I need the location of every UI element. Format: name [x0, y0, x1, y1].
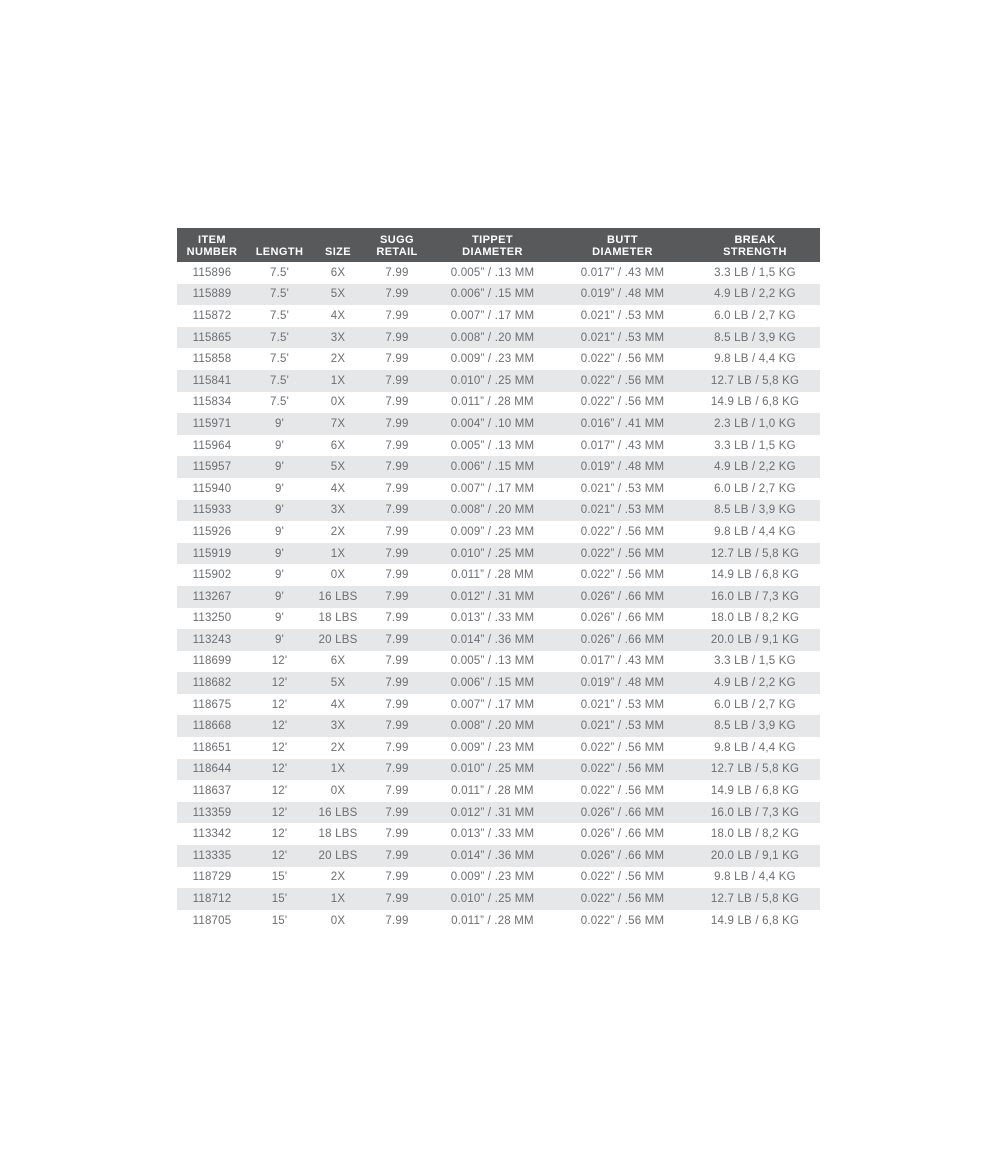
table-cell-size: 6X	[330, 266, 346, 279]
column-header-label: RETAIL	[376, 245, 418, 258]
table-row	[177, 370, 820, 392]
table-cell-break_strength: 18.0 LB / 8,2 KG	[710, 612, 800, 625]
table-row	[177, 780, 820, 802]
table-cell-item_number: 115964	[192, 439, 232, 452]
table-cell-tippet_diameter: 0.010” / .25 MM	[450, 547, 535, 560]
table-cell-tippet_diameter: 0.012” / .31 MM	[450, 806, 535, 819]
table-cell-item_number: 115896	[192, 266, 232, 279]
table-cell-butt_diameter: 0.022” / .56 MM	[580, 871, 665, 884]
table-cell-item_number: 113250	[192, 612, 232, 625]
table-cell-sugg_retail: 7.99	[385, 871, 409, 884]
table-cell-item_number: 113335	[192, 849, 232, 862]
table-cell-item_number: 118705	[192, 914, 232, 927]
table-cell-butt_diameter: 0.022” / .56 MM	[580, 741, 665, 754]
column-header-label: DIAMETER	[592, 245, 653, 258]
table-cell-sugg_retail: 7.99	[385, 288, 409, 301]
table-cell-sugg_retail: 7.99	[385, 893, 409, 906]
table-cell-break_strength: 16.0 LB / 7,3 KG	[710, 806, 800, 819]
table-cell-butt_diameter: 0.021” / .53 MM	[580, 331, 665, 344]
table-cell-length: 9'	[275, 525, 284, 538]
table-cell-size: 0X	[330, 396, 346, 409]
table-cell-length: 12'	[271, 763, 288, 776]
table-cell-item_number: 115858	[192, 353, 232, 366]
table-cell-tippet_diameter: 0.007” / .17 MM	[450, 309, 535, 322]
table-cell-length: 12'	[271, 828, 288, 841]
table-cell-tippet_diameter: 0.011” / .28 MM	[451, 914, 534, 927]
table-cell-tippet_diameter: 0.011” / .28 MM	[451, 785, 534, 798]
table-cell-break_strength: 14.9 LB / 6,8 KG	[710, 396, 800, 409]
table-cell-butt_diameter: 0.022” / .56 MM	[580, 353, 665, 366]
table-cell-item_number: 115933	[192, 504, 232, 517]
table-cell-sugg_retail: 7.99	[385, 763, 409, 776]
table-cell-item_number: 113359	[192, 806, 232, 819]
table-row	[177, 262, 820, 284]
table-cell-size: 2X	[330, 525, 346, 538]
table-cell-break_strength: 8.5 LB / 3,9 KG	[714, 720, 796, 733]
table-cell-break_strength: 8.5 LB / 3,9 KG	[714, 504, 796, 517]
table-cell-sugg_retail: 7.99	[385, 482, 409, 495]
table-cell-tippet_diameter: 0.009” / .23 MM	[450, 741, 535, 754]
table-cell-length: 9'	[275, 547, 284, 560]
table-cell-sugg_retail: 7.99	[385, 677, 409, 690]
product-spec-table	[177, 228, 820, 931]
table-cell-butt_diameter: 0.022” / .56 MM	[580, 525, 665, 538]
table-cell-length: 12'	[271, 698, 288, 711]
table-cell-break_strength: 12.7 LB / 5,8 KG	[710, 547, 800, 560]
table-row	[177, 694, 820, 716]
table-cell-size: 6X	[330, 439, 346, 452]
table-cell-break_strength: 20.0 LB / 9,1 KG	[710, 633, 800, 646]
table-cell-length: 9'	[275, 439, 284, 452]
table-row	[177, 759, 820, 781]
table-cell-sugg_retail: 7.99	[385, 569, 409, 582]
table-cell-butt_diameter: 0.021” / .53 MM	[580, 309, 665, 322]
table-row	[177, 867, 820, 889]
table-cell-length: 9'	[275, 569, 284, 582]
table-cell-length: 15'	[271, 893, 288, 906]
table-cell-tippet_diameter: 0.006” / .15 MM	[450, 288, 535, 301]
table-cell-item_number: 118644	[192, 763, 232, 776]
table-cell-tippet_diameter: 0.009” / .23 MM	[450, 871, 535, 884]
table-cell-size: 0X	[330, 569, 346, 582]
table-cell-sugg_retail: 7.99	[385, 914, 409, 927]
table-cell-size: 7X	[330, 417, 346, 430]
table-cell-length: 9'	[275, 504, 284, 517]
table-cell-tippet_diameter: 0.004” / .10 MM	[450, 417, 535, 430]
table-cell-break_strength: 18.0 LB / 8,2 KG	[710, 828, 800, 841]
column-header-label: STRENGTH	[723, 245, 787, 258]
table-row	[177, 521, 820, 543]
table-cell-break_strength: 4.9 LB / 2,2 KG	[714, 288, 796, 301]
table-cell-sugg_retail: 7.99	[385, 806, 409, 819]
table-cell-item_number: 115902	[192, 569, 232, 582]
table-cell-sugg_retail: 7.99	[385, 439, 409, 452]
table-cell-item_number: 118668	[192, 720, 232, 733]
table-cell-item_number: 118651	[192, 741, 232, 754]
table-cell-tippet_diameter: 0.007” / .17 MM	[450, 698, 535, 711]
table-cell-size: 2X	[330, 353, 346, 366]
table-cell-length: 12'	[271, 806, 288, 819]
table-cell-break_strength: 14.9 LB / 6,8 KG	[710, 569, 800, 582]
table-cell-butt_diameter: 0.021” / .53 MM	[580, 720, 665, 733]
table-cell-sugg_retail: 7.99	[385, 417, 409, 430]
table-row	[177, 715, 820, 737]
table-cell-break_strength: 3.3 LB / 1,5 KG	[714, 266, 796, 279]
table-cell-item_number: 115872	[192, 309, 232, 322]
table-cell-size: 18 LBS	[318, 828, 358, 841]
table-cell-tippet_diameter: 0.011” / .28 MM	[451, 396, 534, 409]
column-header-label: SIZE	[324, 245, 352, 258]
table-cell-sugg_retail: 7.99	[385, 849, 409, 862]
table-cell-size: 1X	[330, 547, 346, 560]
table-cell-butt_diameter: 0.017” / .43 MM	[580, 266, 665, 279]
table-row	[177, 888, 820, 910]
table-row	[177, 413, 820, 435]
table-cell-sugg_retail: 7.99	[385, 828, 409, 841]
table-cell-size: 18 LBS	[318, 612, 358, 625]
table-cell-size: 16 LBS	[318, 590, 358, 603]
table-cell-butt_diameter: 0.022” / .56 MM	[580, 396, 665, 409]
table-row	[177, 651, 820, 673]
table-cell-tippet_diameter: 0.013” / .33 MM	[450, 612, 535, 625]
table-cell-tippet_diameter: 0.011” / .28 MM	[451, 569, 534, 582]
table-cell-butt_diameter: 0.021” / .53 MM	[580, 482, 665, 495]
table-cell-sugg_retail: 7.99	[385, 331, 409, 344]
table-cell-tippet_diameter: 0.008” / .20 MM	[450, 331, 535, 344]
table-cell-butt_diameter: 0.022” / .56 MM	[580, 374, 665, 387]
table-cell-length: 7.5'	[270, 331, 289, 344]
table-cell-item_number: 118675	[192, 698, 232, 711]
table-cell-tippet_diameter: 0.013” / .33 MM	[450, 828, 535, 841]
header-row	[177, 228, 820, 262]
table-cell-length: 12'	[271, 741, 288, 754]
table-cell-size: 4X	[330, 698, 346, 711]
table-cell-size: 3X	[330, 331, 346, 344]
column-header-label: TIPPET	[472, 234, 513, 246]
table-cell-length: 9'	[275, 612, 284, 625]
table-cell-tippet_diameter: 0.012” / .31 MM	[450, 590, 535, 603]
table-cell-break_strength: 12.7 LB / 5,8 KG	[710, 763, 800, 776]
table-cell-butt_diameter: 0.026” / .66 MM	[580, 633, 665, 646]
table-cell-sugg_retail: 7.99	[385, 547, 409, 560]
table-cell-item_number: 115919	[192, 547, 232, 560]
table-cell-break_strength: 9.8 LB / 4,4 KG	[714, 353, 796, 366]
table-cell-length: 9'	[275, 590, 284, 603]
table-cell-break_strength: 9.8 LB / 4,4 KG	[714, 741, 796, 754]
table-cell-tippet_diameter: 0.008” / .20 MM	[450, 720, 535, 733]
column-header-butt_diameter	[555, 228, 690, 262]
table-cell-size: 0X	[330, 785, 346, 798]
table-cell-sugg_retail: 7.99	[385, 633, 409, 646]
table-cell-tippet_diameter: 0.010” / .25 MM	[450, 374, 535, 387]
table-cell-size: 1X	[330, 893, 346, 906]
table-cell-length: 15'	[271, 871, 288, 884]
table-cell-butt_diameter: 0.022” / .56 MM	[580, 547, 665, 560]
table-cell-item_number: 113243	[192, 633, 232, 646]
table-row	[177, 737, 820, 759]
table-row	[177, 500, 820, 522]
table-row	[177, 543, 820, 565]
column-header-size	[312, 228, 364, 262]
table-cell-size: 1X	[330, 763, 346, 776]
column-header-label: SUGG	[380, 234, 414, 246]
table-cell-break_strength: 3.3 LB / 1,5 KG	[714, 439, 796, 452]
table-cell-item_number: 113267	[192, 590, 232, 603]
table-cell-length: 9'	[275, 417, 284, 430]
table-cell-break_strength: 20.0 LB / 9,1 KG	[710, 849, 800, 862]
table-cell-item_number: 118699	[192, 655, 232, 668]
table-cell-item_number: 115940	[192, 482, 232, 495]
table-cell-break_strength: 12.7 LB / 5,8 KG	[710, 893, 800, 906]
table-cell-length: 12'	[271, 849, 288, 862]
table-cell-length: 12'	[271, 720, 288, 733]
table-cell-size: 2X	[330, 741, 346, 754]
table-cell-sugg_retail: 7.99	[385, 309, 409, 322]
table-row	[177, 435, 820, 457]
table-cell-tippet_diameter: 0.005” / .13 MM	[450, 655, 535, 668]
table-cell-butt_diameter: 0.022” / .56 MM	[580, 763, 665, 776]
table-cell-tippet_diameter: 0.010” / .25 MM	[450, 893, 535, 906]
table-cell-break_strength: 6.0 LB / 2,7 KG	[714, 482, 796, 495]
table-row	[177, 910, 820, 932]
table-cell-size: 5X	[330, 461, 346, 474]
table-cell-length: 12'	[271, 655, 288, 668]
table-cell-butt_diameter: 0.019” / .48 MM	[580, 288, 665, 301]
table-cell-butt_diameter: 0.022” / .56 MM	[580, 914, 665, 927]
table-cell-tippet_diameter: 0.014” / .36 MM	[450, 633, 535, 646]
column-header-sugg_retail	[364, 228, 430, 262]
table-cell-length: 7.5'	[270, 374, 289, 387]
table-cell-break_strength: 14.9 LB / 6,8 KG	[710, 914, 800, 927]
table-row	[177, 672, 820, 694]
table-cell-butt_diameter: 0.026” / .66 MM	[580, 612, 665, 625]
table-cell-butt_diameter: 0.021” / .53 MM	[580, 504, 665, 517]
column-header-label: BUTT	[607, 234, 638, 246]
table-cell-break_strength: 2.3 LB / 1,0 KG	[714, 417, 796, 430]
table-cell-item_number: 118637	[192, 785, 232, 798]
column-header-label: DIAMETER	[462, 245, 523, 258]
table-cell-sugg_retail: 7.99	[385, 266, 409, 279]
column-header-item_number	[177, 228, 247, 262]
table-row	[177, 327, 820, 349]
table-cell-length: 7.5'	[270, 288, 289, 301]
table-cell-item_number: 115926	[192, 525, 232, 538]
table-cell-sugg_retail: 7.99	[385, 612, 409, 625]
table-cell-butt_diameter: 0.022” / .56 MM	[580, 785, 665, 798]
table-cell-tippet_diameter: 0.009” / .23 MM	[450, 353, 535, 366]
table-cell-size: 2X	[330, 871, 346, 884]
table-cell-length: 9'	[275, 461, 284, 474]
table-cell-tippet_diameter: 0.014” / .36 MM	[450, 849, 535, 862]
table-cell-sugg_retail: 7.99	[385, 785, 409, 798]
table-cell-butt_diameter: 0.022” / .56 MM	[580, 569, 665, 582]
table-cell-butt_diameter: 0.019” / .48 MM	[580, 677, 665, 690]
table-cell-sugg_retail: 7.99	[385, 504, 409, 517]
column-header-length	[247, 228, 312, 262]
table-cell-sugg_retail: 7.99	[385, 720, 409, 733]
table-cell-tippet_diameter: 0.006” / .15 MM	[450, 461, 535, 474]
table-cell-length: 12'	[271, 785, 288, 798]
table-cell-length: 15'	[271, 914, 288, 927]
table-cell-break_strength: 8.5 LB / 3,9 KG	[714, 331, 796, 344]
table-cell-sugg_retail: 7.99	[385, 396, 409, 409]
table-cell-tippet_diameter: 0.008” / .20 MM	[450, 504, 535, 517]
table-cell-size: 0X	[330, 914, 346, 927]
column-header-break_strength	[690, 228, 820, 262]
table-cell-size: 5X	[330, 677, 346, 690]
table-row	[177, 305, 820, 327]
table-cell-length: 9'	[275, 633, 284, 646]
table-cell-break_strength: 12.7 LB / 5,8 KG	[710, 374, 800, 387]
table-cell-sugg_retail: 7.99	[385, 655, 409, 668]
table-cell-butt_diameter: 0.017” / .43 MM	[580, 439, 665, 452]
table-cell-sugg_retail: 7.99	[385, 461, 409, 474]
table-cell-item_number: 113342	[192, 828, 232, 841]
table-cell-break_strength: 6.0 LB / 2,7 KG	[714, 698, 796, 711]
table-cell-item_number: 115957	[192, 461, 232, 474]
table-cell-butt_diameter: 0.022” / .56 MM	[580, 893, 665, 906]
table-cell-break_strength: 4.9 LB / 2,2 KG	[714, 461, 796, 474]
table-row	[177, 478, 820, 500]
table-cell-length: 7.5'	[270, 266, 289, 279]
table-cell-sugg_retail: 7.99	[385, 741, 409, 754]
table-cell-size: 1X	[330, 374, 346, 387]
table-cell-size: 16 LBS	[318, 806, 358, 819]
table-cell-size: 20 LBS	[318, 849, 358, 862]
table-cell-tippet_diameter: 0.010” / .25 MM	[450, 763, 535, 776]
table-cell-size: 3X	[330, 720, 346, 733]
column-header-tippet_diameter	[430, 228, 555, 262]
table-row	[177, 348, 820, 370]
table-cell-sugg_retail: 7.99	[385, 525, 409, 538]
table-row	[177, 284, 820, 306]
table-cell-break_strength: 16.0 LB / 7,3 KG	[710, 590, 800, 603]
table-cell-size: 4X	[330, 309, 346, 322]
table-cell-length: 7.5'	[270, 353, 289, 366]
table-cell-butt_diameter: 0.019” / .48 MM	[580, 461, 665, 474]
table-cell-tippet_diameter: 0.009” / .23 MM	[450, 525, 535, 538]
table-cell-butt_diameter: 0.026” / .66 MM	[580, 849, 665, 862]
table-row	[177, 845, 820, 867]
table-cell-tippet_diameter: 0.005” / .13 MM	[450, 266, 535, 279]
table-cell-butt_diameter: 0.017” / .43 MM	[580, 655, 665, 668]
table-cell-sugg_retail: 7.99	[385, 698, 409, 711]
column-header-label: BREAK	[734, 234, 776, 246]
table-cell-size: 3X	[330, 504, 346, 517]
table-cell-break_strength: 3.3 LB / 1,5 KG	[714, 655, 796, 668]
table-row	[177, 802, 820, 824]
table-cell-length: 12'	[271, 677, 288, 690]
table-cell-break_strength: 9.8 LB / 4,4 KG	[714, 871, 796, 884]
table-cell-size: 6X	[330, 655, 346, 668]
table-cell-break_strength: 4.9 LB / 2,2 KG	[714, 677, 796, 690]
table-cell-item_number: 115889	[192, 288, 232, 301]
table-cell-size: 4X	[330, 482, 346, 495]
table-row	[177, 629, 820, 651]
table-row	[177, 586, 820, 608]
table-cell-length: 7.5'	[270, 396, 289, 409]
table-cell-butt_diameter: 0.021” / .53 MM	[580, 698, 665, 711]
table-row	[177, 456, 820, 478]
table-cell-tippet_diameter: 0.005” / .13 MM	[450, 439, 535, 452]
table-cell-length: 9'	[275, 482, 284, 495]
column-header-label: NUMBER	[186, 245, 238, 258]
table-cell-tippet_diameter: 0.007” / .17 MM	[450, 482, 535, 495]
table-row	[177, 823, 820, 845]
table-cell-length: 7.5'	[270, 309, 289, 322]
table-cell-break_strength: 9.8 LB / 4,4 KG	[714, 525, 796, 538]
table-cell-item_number: 118682	[192, 677, 232, 690]
table-cell-item_number: 115841	[192, 374, 232, 387]
table-row	[177, 608, 820, 630]
table-cell-item_number: 115865	[192, 331, 232, 344]
table-cell-item_number: 115971	[192, 417, 232, 430]
table-cell-item_number: 115834	[192, 396, 232, 409]
table-cell-sugg_retail: 7.99	[385, 353, 409, 366]
column-header-label: LENGTH	[255, 245, 304, 258]
table-cell-break_strength: 14.9 LB / 6,8 KG	[710, 785, 800, 798]
table-cell-butt_diameter: 0.026” / .66 MM	[580, 806, 665, 819]
table-cell-item_number: 118712	[192, 893, 232, 906]
table-cell-sugg_retail: 7.99	[385, 590, 409, 603]
table-cell-item_number: 118729	[192, 871, 232, 884]
table-cell-butt_diameter: 0.026” / .66 MM	[580, 828, 665, 841]
table-body	[177, 262, 820, 931]
table-cell-sugg_retail: 7.99	[385, 374, 409, 387]
table-cell-size: 5X	[330, 288, 346, 301]
table-cell-size: 20 LBS	[318, 633, 358, 646]
table-row	[177, 564, 820, 586]
table-cell-butt_diameter: 0.026” / .66 MM	[580, 590, 665, 603]
table-cell-butt_diameter: 0.016” / .41 MM	[580, 417, 665, 430]
column-header-label: ITEM	[198, 234, 226, 246]
table-row	[177, 392, 820, 414]
table-cell-break_strength: 6.0 LB / 2,7 KG	[714, 309, 796, 322]
table-cell-tippet_diameter: 0.006” / .15 MM	[450, 677, 535, 690]
table-header	[177, 228, 820, 262]
